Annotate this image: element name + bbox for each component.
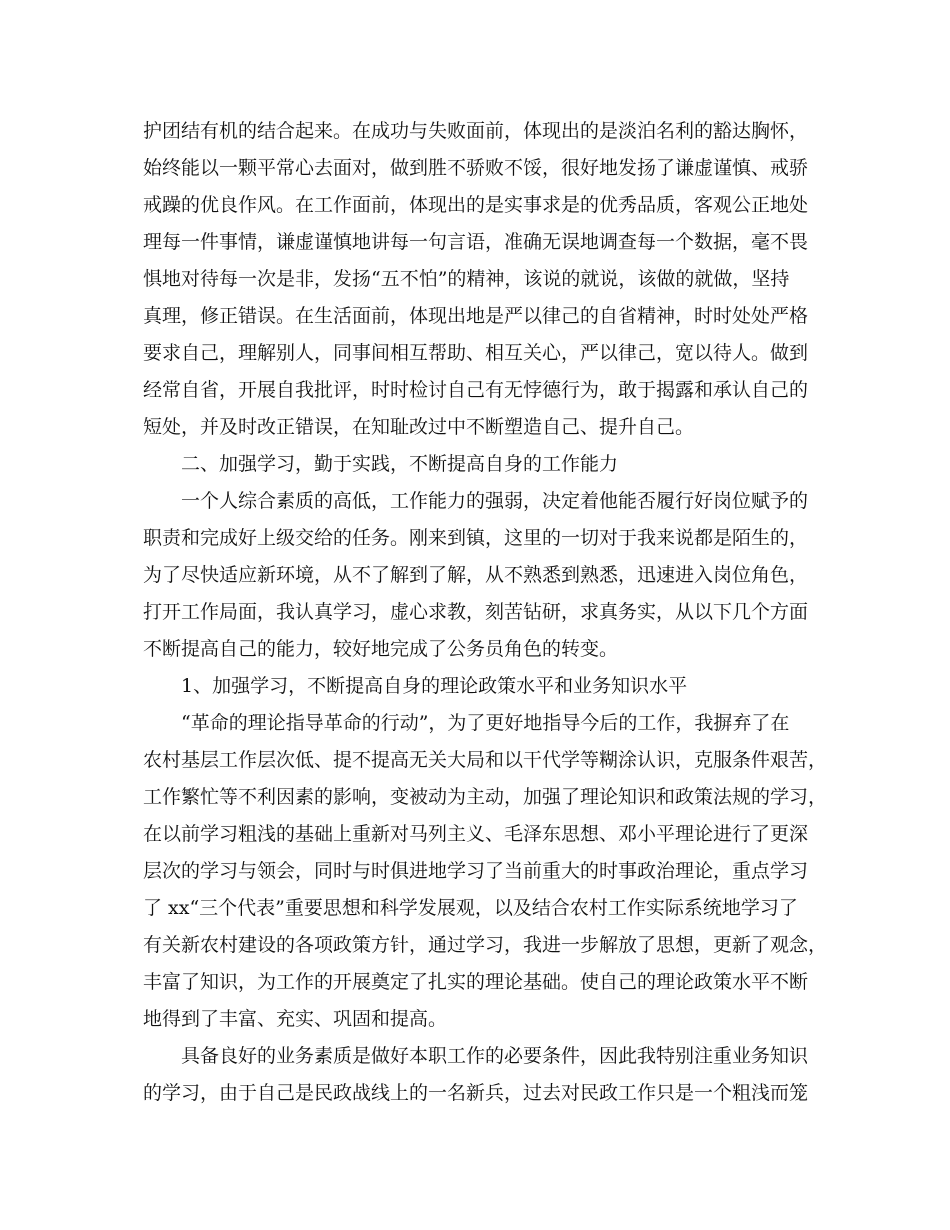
text-line: “革命的理论指导革命的行动”，为了更好地指导今后的工作，我摒弃了在 (181, 712, 790, 734)
text-line: 惧地对待每一次是非，发扬“五不怕”的精神，该说的就说，该做的就做，坚持 (143, 268, 790, 290)
text-line: 为了尽快适应新环境，从不了解到了解，从不熟悉到熟悉，迅速进入岗位角色， (143, 564, 809, 586)
text-line: 具备良好的业务素质是做好本职工作的必要条件，因此我特别注重业务知识 (181, 1045, 809, 1067)
text-line: 一个人综合素质的高低，工作能力的强弱，决定着他能否履行好岗位赋予的 (181, 490, 809, 512)
text-line: 不断提高自己的能力，较好地完成了公务员角色的转变。 (143, 638, 619, 660)
text-line: 打开工作局面，我认真学习，虚心求教，刻苦钻研，求真务实，从以下几个方面 (143, 601, 809, 623)
text-line: 工作繁忙等不利因素的影响，变被动为主动，加强了理论知识和政策法规的学习， (143, 786, 828, 808)
text-line: 1、加强学习，不断提高自身的理论政策水平和业务知识水平 (181, 675, 688, 697)
text-line: 农村基层工作层次低、提不提高无关大局和以干代学等糊涂认识，克服条件艰苦， (143, 749, 828, 771)
text-line: 短处，并及时改正错误，在知耻改过中不断塑造自己、提升自己。 (143, 416, 695, 438)
text-line: 始终能以一颗平常心去面对，做到胜不骄败不馁，很好地发扬了谦虚谨慎、戒骄 (143, 157, 809, 179)
text-line: 职责和完成好上级交给的任务。刚来到镇，这里的一切对于我来说都是陌生的， (143, 527, 809, 549)
text-line: 在以前学习粗浅的基础上重新对马列主义、毛泽东思想、邓小平理论进行了更深 (143, 823, 809, 845)
text-line: 护团结有机的结合起来。在成功与失败面前，体现出的是淡泊名利的豁达胸怀， (143, 120, 809, 142)
text-line: 丰富了知识，为工作的开展奠定了扎实的理论基础。使自己的理论政策水平不断 (143, 971, 809, 993)
text-line: 了 xx“三个代表”重要思想和科学发展观，以及结合农村工作实际系统地学习了 (143, 897, 798, 919)
text-line: 真理，修正错误。在生活面前，体现出地是严以律己的自省精神，时时处处严格 (143, 305, 809, 327)
text-line: 地得到了丰富、充实、巩固和提高。 (143, 1008, 448, 1030)
text-line: 理每一件事情，谦虚谨慎地讲每一句言语，准确无误地调查每一个数据，毫不畏 (143, 231, 809, 253)
text-line: 二、加强学习，勤于实践，不断提高自身的工作能力 (181, 453, 619, 475)
text-line: 的学习，由于自己是民政战线上的一名新兵，过去对民政工作只是一个粗浅而笼 (143, 1082, 809, 1104)
text-line: 经常自省，开展自我批评，时时检讨自己有无悖德行为，敢于揭露和承认自己的 (143, 379, 809, 401)
text-line: 戒躁的优良作风。在工作面前，体现出的是实事求是的优秀品质，客观公正地处 (143, 194, 809, 216)
text-line: 有关新农村建设的各项政策方针，通过学习，我进一步解放了思想，更新了观念， (143, 934, 828, 956)
text-line: 层次的学习与领会，同时与时俱进地学习了当前重大的时事政治理论，重点学习 (143, 860, 809, 882)
document-body (143, 113, 828, 1112)
text-line: 要求自己，理解别人，同事间相互帮助、相互关心，严以律己，宽以待人。做到 (143, 342, 809, 364)
